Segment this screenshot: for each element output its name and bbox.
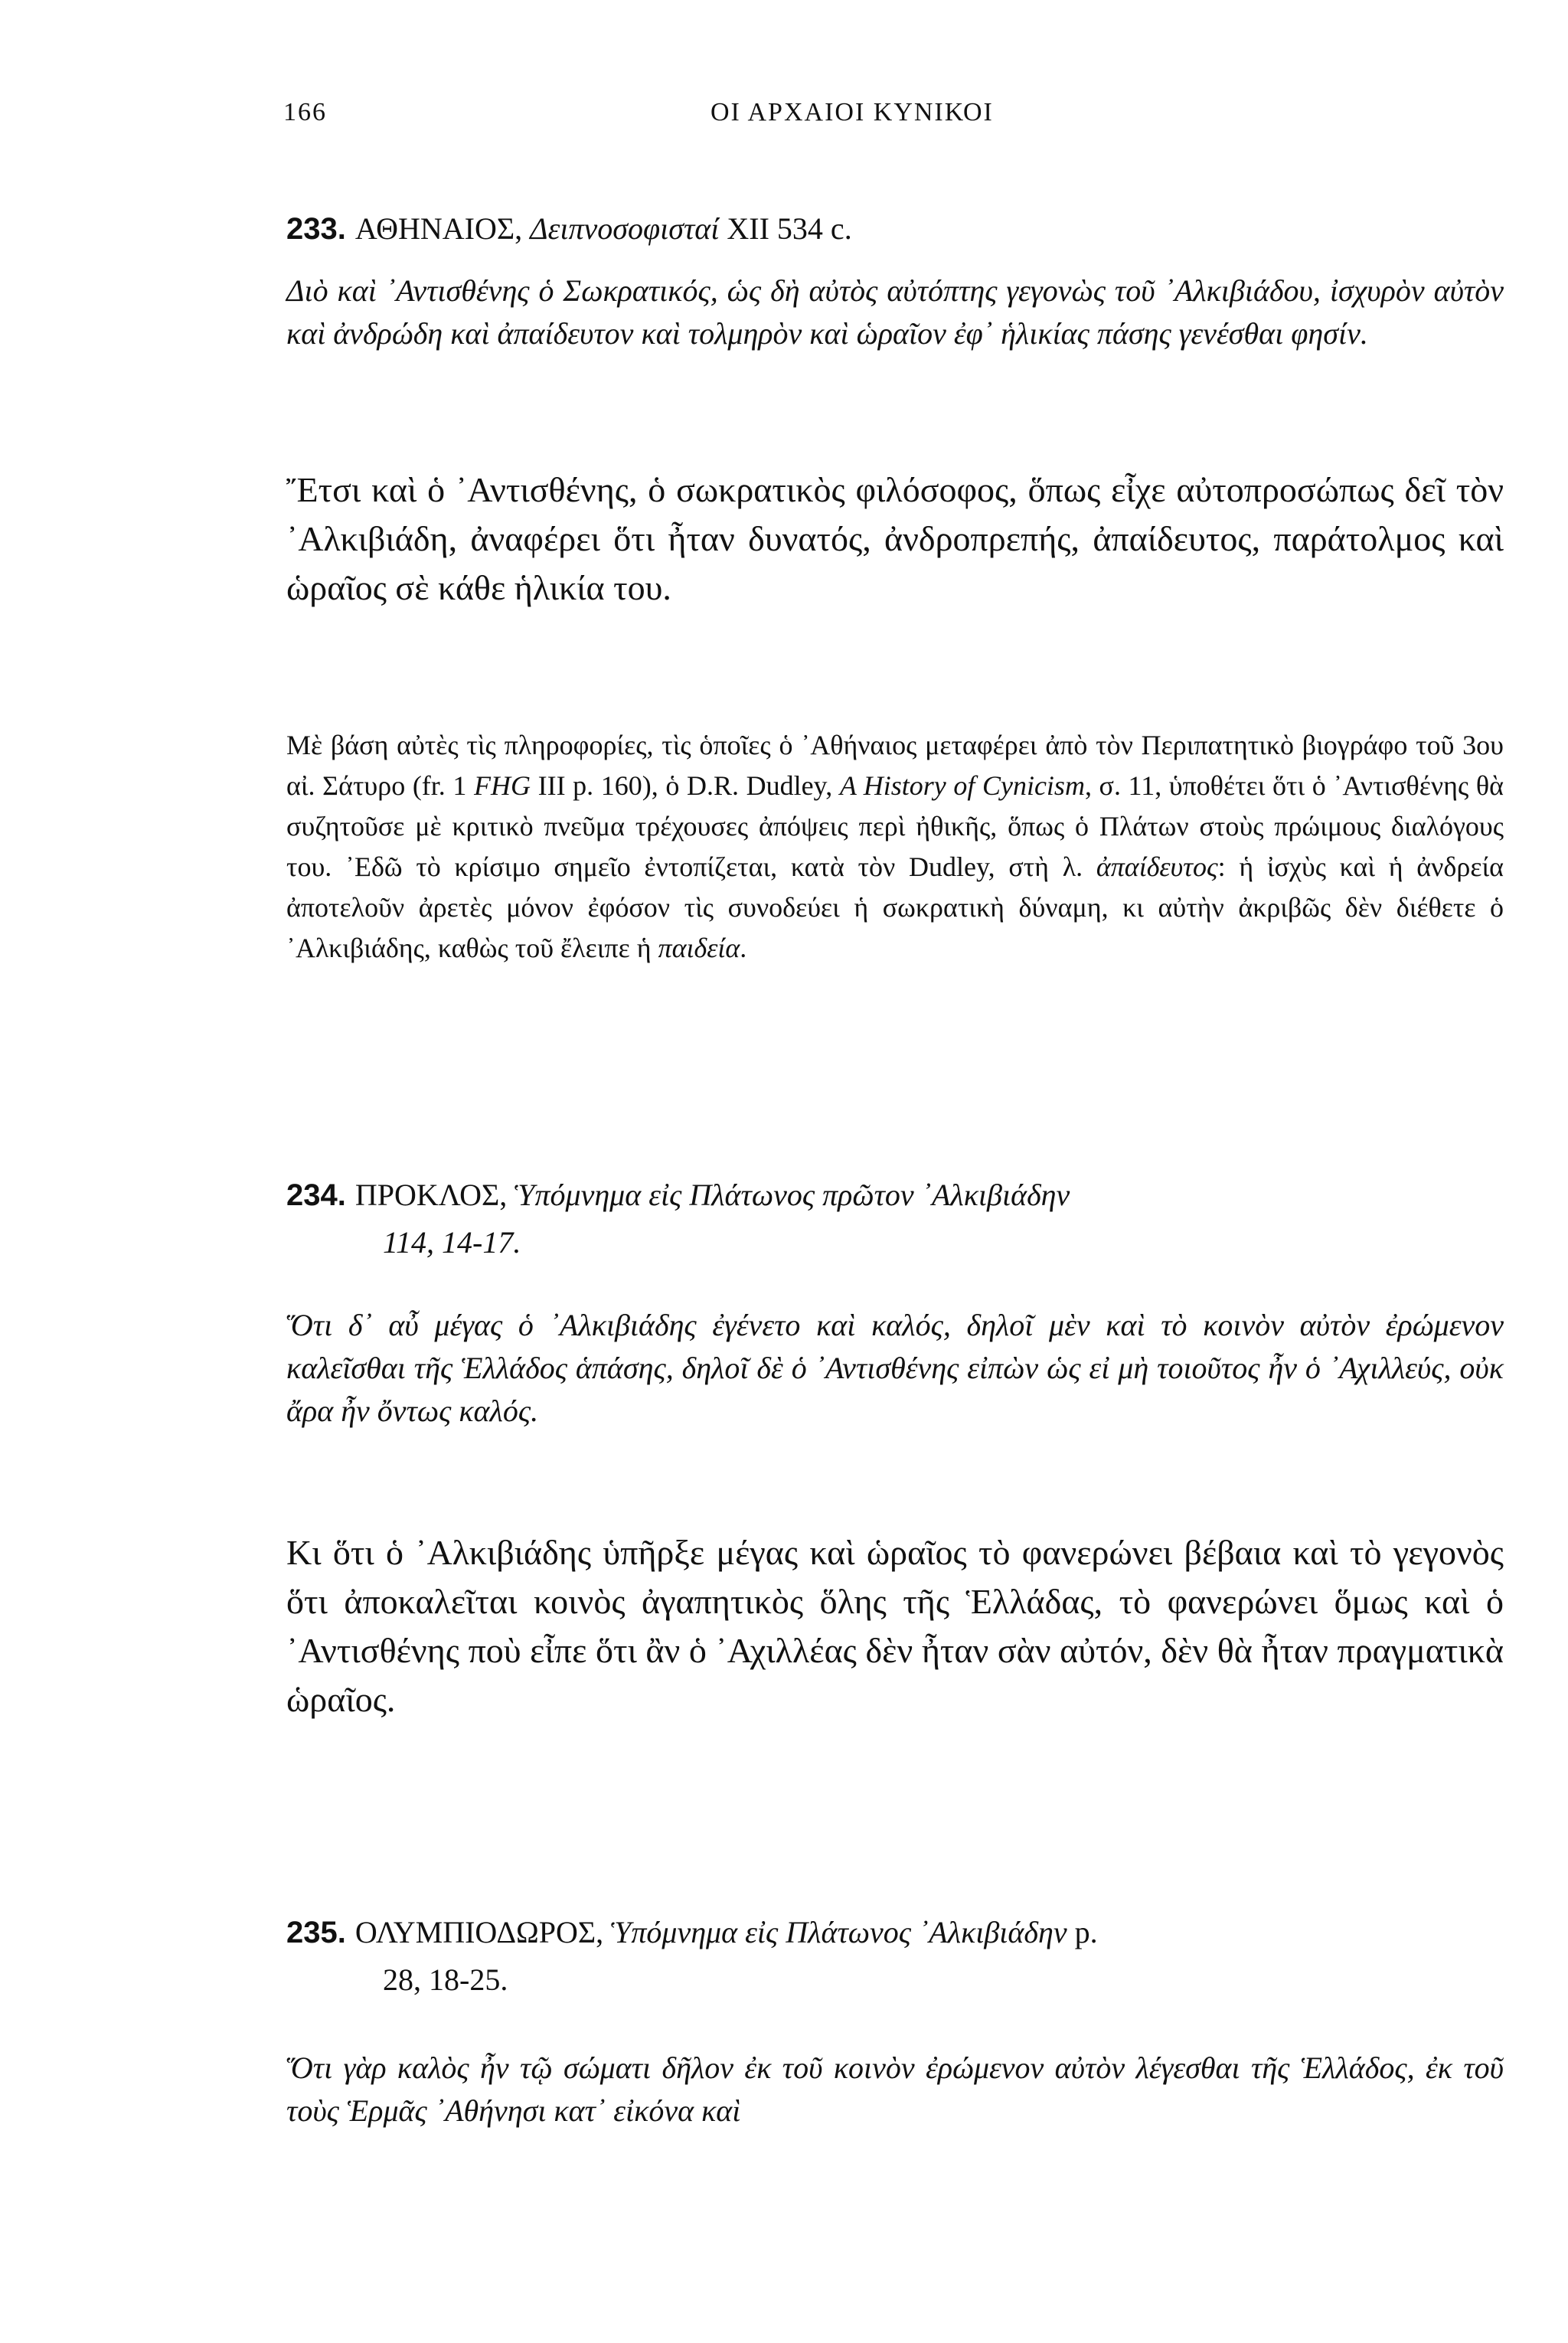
commentary-keyword: παιδεία	[658, 933, 740, 963]
entry-reference: 28, 18-25.	[383, 1962, 508, 1997]
commentary-233	[286, 725, 1504, 969]
greek-source-234: Ὅτι δ᾿ αὖ μέγας ὁ ᾿Αλκιβιάδης ἐγένετο καὶ καλός, δηλοῖ μὲν καὶ τὸ κοινὸν αὐτὸν ἐρώμενον καλεῖσθαι τῆς Ἑλλάδος ἁπάσης, δηλοῖ δὲ ὁ ᾿Αντισθένης εἰπὼν ὡς εἰ μὴ τοιοῦτος ἦν ὁ ᾿Αχιλλεύς, οὐκ ἄρα ἦν ὄντως καλός.	[286, 1308, 1504, 1428]
running-title: ΟΙ ΑΡΧΑΙΟΙ ΚΥΝΙΚΟΙ	[710, 98, 994, 126]
entry-number: 235.	[286, 1916, 346, 1949]
entry-reference: XII 534 c.	[719, 211, 852, 246]
commentary-text: : ἡ ἰσχὺς καὶ ἡ ἀνδρεία ἀποτελοῦν ἀρετὲς μόνον ἐφόσον τὶς συνοδεύει ἡ σωκρατικὴ δύναμη, κι αὐτὴν ἀκριβῶς δὲν διέθετε ὁ ᾿Αλκιβιάδης, καθὼς τοῦ ἔλειπε ἡ	[286, 851, 1504, 963]
greek-source-235: Ὅτι γὰρ καλὸς ἦν τῷ σώματι δῆλον ἐκ τοῦ κοινὸν ἐρώμενον αὐτὸν λέγεσθαι τῆς Ἑλλάδος, ἐκ τοῦ τοὺς Ἑρμᾶς ᾿Αθήνησι κατ᾿ εἰκόνα καὶ	[286, 2051, 1504, 2128]
entry-author: ΑΘΗΝΑΙΟΣ,	[354, 211, 531, 246]
translation-234: Κι ὅτι ὁ ᾿Αλκιβιάδης ὑπῆρξε μέγας καὶ ὡραῖος τὸ φανερώνει βέβαια καὶ τὸ γεγονὸς ὅτι ἀποκαλεῖται κοινὸς ἀγαπητικὸς ὅλης τῆς Ἑλλάδας, τὸ φανερώνει ὅμως καὶ ὁ ᾿Αντισθένης ποὺ εἶπε ὅτι ἂν ὁ ᾿Αχιλλέας δὲν ἦταν σὰν αὐτόν, δὲν θὰ ἦταν πραγματικὰ ὡραῖος.	[286, 1533, 1504, 1719]
commentary-text: Μὲ βάση αὐτὲς τὶς πληροφορίες, τὶς ὁποῖες ὁ ᾿Αθήναιος μεταφέρει ἀπὸ τὸν Περιπατητικὸ βιογράφο τοῦ 3ου αἰ. Σάτυρο (fr. 1	[286, 730, 1504, 801]
commentary-keyword: ἀπαίδευτος	[1096, 851, 1218, 882]
entry-number: 233.	[286, 212, 346, 246]
greek-source-233: Διὸ καὶ ᾿Αντισθένης ὁ Σωκρατικός, ὡς δὴ αὐτὸς αὐτόπτης γεγονὼς τοῦ ᾿Αλκιβιάδου, ἰσχυρὸν αὐτὸν καὶ ἀνδρώδη καὶ ἀπαίδευτον καὶ τολμηρὸν καὶ ὡραῖον ἐφ᾿ ἡλικίας πάσης γενέσθαι φησίν.	[286, 273, 1504, 351]
commentary-book-title: A History of Cynicism	[839, 770, 1085, 801]
translation-233: Ἔτσι καὶ ὁ ᾿Αντισθένης, ὁ σωκρατικὸς φιλόσοφος, ὅπως εἶχε αὐτοπροσώπως δεῖ τὸν ᾿Αλκιβιάδη, ἀναφέρει ὅτι ἦταν δυνατός, ἀνδροπρεπής, ἀπαίδευτος, παράτολμος καὶ ὡραῖος σὲ κάθε ἡλικία του.	[286, 470, 1504, 607]
commentary-text: , σ. 11, ὑποθέτει ὅτι ὁ ᾿Αντισθένης θὰ συζητοῦσε μὲ κριτικὸ πνεῦμα τρέχουσες ἀπόψεις περὶ ἠθικῆς, ὅπως ὁ Πλάτων στοὺς πρώιμους διαλόγους του. ᾿Εδῶ τὸ κρίσιμο σημεῖο ἐντοπίζεται, κατὰ τὸν Dudley, στὴ λ.	[286, 770, 1504, 882]
page-number: 166	[283, 98, 327, 126]
entry-author: ΟΛΥΜΠΙΟΔΩΡΟΣ,	[354, 1915, 612, 1949]
entry-work-title: Ὑπόμνημα εἰς Πλάτωνος πρῶτον ᾿Αλκιβιάδην	[514, 1178, 1070, 1212]
entry-heading-233	[286, 205, 1496, 253]
page-header	[283, 98, 1568, 144]
entry-author: ΠΡΟΚΛΟΣ,	[354, 1178, 515, 1212]
commentary-fhg: FHG	[474, 770, 531, 801]
entry-number: 234.	[286, 1178, 346, 1212]
entry-work-title: Ὑπόμνημα εἰς Πλάτωνος ᾿Αλκιβιάδην	[611, 1915, 1067, 1949]
entry-reference-inline: p.	[1067, 1915, 1098, 1949]
entry-heading-234	[286, 1172, 1496, 1266]
entry-work-title: Δειπνοσοφισταί	[530, 211, 720, 246]
commentary-text: III p. 160), ὁ D.R. Dudley,	[531, 770, 840, 801]
entry-heading-235	[286, 1909, 1496, 2004]
entry-reference: 114, 14-17.	[383, 1225, 521, 1260]
commentary-text: .	[740, 933, 747, 963]
